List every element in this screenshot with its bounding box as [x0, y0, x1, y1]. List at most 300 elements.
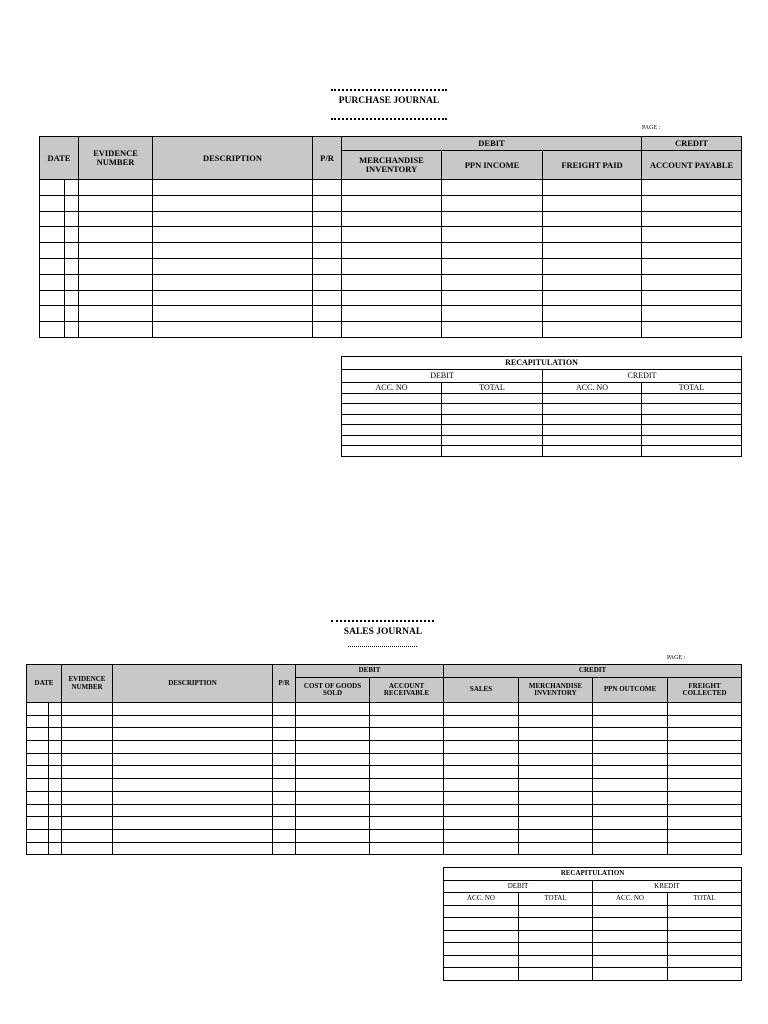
table-cell[interactable] — [27, 715, 49, 728]
table-cell[interactable] — [62, 779, 113, 792]
table-cell[interactable] — [40, 195, 65, 211]
table-cell[interactable] — [62, 703, 113, 716]
table-cell[interactable] — [113, 791, 273, 804]
table-cell[interactable] — [40, 227, 65, 243]
table-cell[interactable] — [342, 446, 442, 457]
table-cell[interactable] — [543, 258, 642, 274]
table-row — [27, 804, 742, 817]
table-cell[interactable] — [62, 715, 113, 728]
table-cell[interactable] — [370, 804, 444, 817]
table-cell[interactable] — [342, 393, 442, 404]
table-cell[interactable] — [668, 779, 742, 792]
table-cell[interactable] — [342, 243, 442, 259]
table-cell[interactable] — [519, 905, 593, 918]
table-cell[interactable] — [296, 842, 370, 855]
table-cell[interactable] — [62, 842, 113, 855]
table-cell[interactable] — [273, 791, 296, 804]
table-cell[interactable] — [642, 446, 742, 457]
table-cell[interactable] — [113, 817, 273, 830]
table-cell[interactable] — [27, 741, 49, 754]
table-cell[interactable] — [49, 817, 62, 830]
table-cell[interactable] — [519, 728, 593, 741]
table-cell[interactable] — [62, 804, 113, 817]
table-cell[interactable] — [313, 195, 342, 211]
table-cell[interactable] — [370, 817, 444, 830]
table-cell[interactable] — [519, 955, 593, 968]
table-cell[interactable] — [668, 968, 742, 981]
table-cell[interactable] — [543, 243, 642, 259]
table-cell[interactable] — [153, 195, 313, 211]
table-cell[interactable] — [442, 425, 543, 436]
table-cell[interactable] — [519, 943, 593, 956]
table-cell[interactable] — [642, 404, 742, 415]
table-cell[interactable] — [370, 728, 444, 741]
table-cell[interactable] — [444, 930, 519, 943]
table-cell[interactable] — [593, 918, 668, 931]
table-cell[interactable] — [668, 766, 742, 779]
table-cell[interactable] — [113, 728, 273, 741]
table-cell[interactable] — [370, 753, 444, 766]
table-cell[interactable] — [49, 779, 62, 792]
table-cell[interactable] — [65, 322, 79, 338]
table-cell[interactable] — [273, 766, 296, 779]
table-cell[interactable] — [519, 817, 593, 830]
table-cell[interactable] — [113, 703, 273, 716]
table-row — [40, 180, 742, 196]
table-cell[interactable] — [642, 393, 742, 404]
table-cell[interactable] — [444, 817, 519, 830]
table-cell[interactable] — [313, 290, 342, 306]
table-cell[interactable] — [273, 779, 296, 792]
table-cell[interactable] — [642, 258, 742, 274]
table-cell[interactable] — [313, 306, 342, 322]
table-cell[interactable] — [49, 753, 62, 766]
table-cell[interactable] — [442, 195, 543, 211]
table-cell[interactable] — [113, 804, 273, 817]
table-cell[interactable] — [342, 290, 442, 306]
table-cell[interactable] — [593, 842, 668, 855]
table-cell[interactable] — [642, 180, 742, 196]
table-cell[interactable] — [27, 779, 49, 792]
sales-journal-table — [26, 664, 742, 855]
table-cell[interactable] — [519, 703, 593, 716]
table-cell[interactable] — [296, 753, 370, 766]
table-cell[interactable] — [273, 842, 296, 855]
table-cell[interactable] — [442, 393, 543, 404]
table-cell[interactable] — [79, 258, 153, 274]
table-row — [342, 435, 742, 446]
table-cell[interactable] — [444, 741, 519, 754]
table-cell[interactable] — [442, 446, 543, 457]
table-cell[interactable] — [296, 715, 370, 728]
table-cell[interactable] — [27, 804, 49, 817]
table-cell[interactable] — [370, 842, 444, 855]
table-cell[interactable] — [342, 322, 442, 338]
table-row — [27, 829, 742, 842]
header-merchandise-inventory: MERCHANDISE INVENTORY — [519, 678, 593, 703]
table-cell[interactable] — [543, 227, 642, 243]
table-cell[interactable] — [273, 741, 296, 754]
table-cell[interactable] — [519, 842, 593, 855]
table-row — [27, 703, 742, 716]
table-cell[interactable] — [49, 715, 62, 728]
title-dots-top — [331, 89, 447, 91]
table-cell[interactable] — [79, 180, 153, 196]
table-cell[interactable] — [153, 243, 313, 259]
table-cell[interactable] — [668, 753, 742, 766]
table-cell[interactable] — [519, 968, 593, 981]
table-row — [342, 414, 742, 425]
table-cell[interactable] — [442, 414, 543, 425]
table-cell[interactable] — [49, 829, 62, 842]
table-cell[interactable] — [442, 404, 543, 415]
recap-title: RECAPITULATION — [342, 357, 742, 370]
table-cell[interactable] — [370, 829, 444, 842]
table-cell[interactable] — [79, 306, 153, 322]
table-cell[interactable] — [27, 753, 49, 766]
table-cell[interactable] — [49, 741, 62, 754]
table-cell[interactable] — [113, 779, 273, 792]
table-cell[interactable] — [519, 753, 593, 766]
table-cell[interactable] — [543, 290, 642, 306]
table-cell[interactable] — [543, 446, 642, 457]
table-cell[interactable] — [593, 753, 668, 766]
table-cell[interactable] — [65, 227, 79, 243]
table-cell[interactable] — [62, 741, 113, 754]
table-cell[interactable] — [113, 766, 273, 779]
table-cell[interactable] — [642, 274, 742, 290]
table-cell[interactable] — [444, 703, 519, 716]
table-cell[interactable] — [593, 741, 668, 754]
table-cell[interactable] — [593, 728, 668, 741]
table-cell[interactable] — [668, 918, 742, 931]
table-cell[interactable] — [642, 243, 742, 259]
table-cell[interactable] — [668, 741, 742, 754]
table-cell[interactable] — [519, 930, 593, 943]
table-cell[interactable] — [593, 703, 668, 716]
table-cell[interactable] — [543, 274, 642, 290]
table-cell[interactable] — [342, 425, 442, 436]
table-cell[interactable] — [49, 766, 62, 779]
table-cell[interactable] — [27, 766, 49, 779]
table-cell[interactable] — [79, 211, 153, 227]
table-cell[interactable] — [442, 258, 543, 274]
table-cell[interactable] — [49, 842, 62, 855]
table-cell[interactable] — [273, 728, 296, 741]
table-cell[interactable] — [296, 728, 370, 741]
table-cell[interactable] — [668, 943, 742, 956]
table-cell[interactable] — [370, 779, 444, 792]
table-cell[interactable] — [49, 791, 62, 804]
table-cell[interactable] — [593, 715, 668, 728]
recap-debit: DEBIT — [444, 880, 593, 893]
table-cell[interactable] — [442, 227, 543, 243]
table-cell[interactable] — [62, 817, 113, 830]
table-cell[interactable] — [273, 804, 296, 817]
table-cell[interactable] — [342, 195, 442, 211]
header-sales: SALES — [444, 678, 519, 703]
table-cell[interactable] — [79, 195, 153, 211]
table-cell[interactable] — [668, 715, 742, 728]
table-cell[interactable] — [153, 306, 313, 322]
table-cell[interactable] — [668, 930, 742, 943]
table-row — [40, 274, 742, 290]
table-cell[interactable] — [543, 425, 642, 436]
table-cell[interactable] — [342, 274, 442, 290]
table-cell[interactable] — [49, 703, 62, 716]
table-cell[interactable] — [642, 211, 742, 227]
table-cell[interactable] — [153, 180, 313, 196]
table-cell[interactable] — [442, 322, 543, 338]
table-cell[interactable] — [79, 322, 153, 338]
table-cell[interactable] — [370, 715, 444, 728]
table-cell[interactable] — [65, 180, 79, 196]
table-cell[interactable] — [342, 414, 442, 425]
table-cell[interactable] — [444, 715, 519, 728]
table-cell[interactable] — [668, 728, 742, 741]
table-cell[interactable] — [519, 766, 593, 779]
table-cell[interactable] — [642, 322, 742, 338]
table-cell[interactable] — [342, 258, 442, 274]
table-cell[interactable] — [370, 703, 444, 716]
recap-credit-total: TOTAL — [668, 893, 742, 906]
table-cell[interactable] — [342, 211, 442, 227]
table-cell[interactable] — [642, 195, 742, 211]
table-cell[interactable] — [313, 243, 342, 259]
table-cell[interactable] — [519, 829, 593, 842]
table-cell[interactable] — [370, 741, 444, 754]
table-cell[interactable] — [668, 703, 742, 716]
page-label: PAGE : — [642, 125, 661, 131]
table-cell[interactable] — [313, 274, 342, 290]
table-cell[interactable] — [444, 728, 519, 741]
table-cell[interactable] — [79, 274, 153, 290]
table-cell[interactable] — [313, 322, 342, 338]
table-cell[interactable] — [313, 227, 342, 243]
table-cell[interactable] — [296, 703, 370, 716]
table-cell[interactable] — [296, 804, 370, 817]
table-cell[interactable] — [153, 274, 313, 290]
table-cell[interactable] — [668, 817, 742, 830]
table-cell[interactable] — [519, 715, 593, 728]
table-cell[interactable] — [442, 435, 543, 446]
table-cell[interactable] — [153, 290, 313, 306]
table-cell[interactable] — [113, 842, 273, 855]
table-cell[interactable] — [593, 829, 668, 842]
table-cell[interactable] — [27, 728, 49, 741]
table-cell[interactable] — [27, 703, 49, 716]
header-debit: DEBIT — [342, 137, 642, 151]
table-cell[interactable] — [296, 766, 370, 779]
table-cell[interactable] — [49, 728, 62, 741]
table-cell[interactable] — [27, 791, 49, 804]
table-cell[interactable] — [62, 753, 113, 766]
table-cell[interactable] — [444, 791, 519, 804]
table-row — [27, 766, 742, 779]
table-cell[interactable] — [442, 290, 543, 306]
table-cell[interactable] — [153, 258, 313, 274]
table-cell[interactable] — [642, 306, 742, 322]
table-cell[interactable] — [444, 905, 519, 918]
table-cell[interactable] — [668, 955, 742, 968]
table-cell[interactable] — [444, 779, 519, 792]
table-row — [27, 779, 742, 792]
table-cell[interactable] — [593, 766, 668, 779]
purchase-journal-table — [39, 136, 742, 338]
table-cell[interactable] — [444, 968, 519, 981]
table-cell[interactable] — [519, 791, 593, 804]
table-cell[interactable] — [40, 211, 65, 227]
table-cell[interactable] — [296, 779, 370, 792]
table-cell[interactable] — [543, 195, 642, 211]
table-cell[interactable] — [593, 817, 668, 830]
table-cell[interactable] — [642, 227, 742, 243]
table-row — [27, 728, 742, 741]
table-cell[interactable] — [593, 779, 668, 792]
table-cell[interactable] — [273, 703, 296, 716]
table-cell[interactable] — [593, 804, 668, 817]
table-cell[interactable] — [543, 180, 642, 196]
table-cell[interactable] — [668, 905, 742, 918]
table-cell[interactable] — [543, 414, 642, 425]
table-cell[interactable] — [113, 741, 273, 754]
table-cell[interactable] — [40, 180, 65, 196]
table-cell[interactable] — [40, 290, 65, 306]
table-cell[interactable] — [593, 943, 668, 956]
table-cell[interactable] — [444, 943, 519, 956]
table-cell[interactable] — [543, 306, 642, 322]
table-cell[interactable] — [65, 195, 79, 211]
header-date: DATE — [40, 137, 79, 180]
table-cell[interactable] — [40, 243, 65, 259]
header-date: DATE — [27, 665, 62, 703]
table-cell[interactable] — [442, 243, 543, 259]
table-cell[interactable] — [153, 227, 313, 243]
table-cell[interactable] — [65, 274, 79, 290]
table-cell[interactable] — [342, 306, 442, 322]
table-cell[interactable] — [519, 779, 593, 792]
table-cell[interactable] — [642, 435, 742, 446]
table-cell[interactable] — [313, 180, 342, 196]
table-cell[interactable] — [62, 766, 113, 779]
table-cell[interactable] — [153, 322, 313, 338]
table-cell[interactable] — [62, 791, 113, 804]
table-cell[interactable] — [593, 905, 668, 918]
table-cell[interactable] — [543, 322, 642, 338]
table-cell[interactable] — [543, 404, 642, 415]
table-cell[interactable] — [370, 766, 444, 779]
table-cell[interactable] — [370, 791, 444, 804]
table-cell[interactable] — [65, 243, 79, 259]
table-cell[interactable] — [342, 180, 442, 196]
header-credit: CREDIT — [444, 665, 742, 678]
table-cell[interactable] — [313, 258, 342, 274]
table-cell[interactable] — [65, 258, 79, 274]
table-cell[interactable] — [296, 829, 370, 842]
table-cell[interactable] — [543, 393, 642, 404]
recap-debit-acc-no: ACC. NO — [444, 893, 519, 906]
table-cell[interactable] — [444, 753, 519, 766]
table-cell[interactable] — [27, 842, 49, 855]
table-cell[interactable] — [668, 791, 742, 804]
table-cell[interactable] — [342, 404, 442, 415]
table-cell[interactable] — [49, 804, 62, 817]
table-cell[interactable] — [65, 290, 79, 306]
table-cell[interactable] — [642, 414, 742, 425]
recap-credit: CREDIT — [543, 370, 742, 383]
table-cell[interactable] — [593, 968, 668, 981]
table-cell[interactable] — [273, 829, 296, 842]
table-cell[interactable] — [113, 715, 273, 728]
recap-credit-total: TOTAL — [642, 383, 742, 394]
table-cell[interactable] — [79, 227, 153, 243]
table-cell[interactable] — [444, 842, 519, 855]
recap-credit-acc-no: ACC. NO — [543, 383, 642, 394]
table-cell[interactable] — [27, 829, 49, 842]
table-cell[interactable] — [444, 804, 519, 817]
table-row — [27, 753, 742, 766]
table-cell[interactable] — [296, 817, 370, 830]
table-cell[interactable] — [543, 211, 642, 227]
table-cell[interactable] — [668, 842, 742, 855]
table-cell[interactable] — [593, 930, 668, 943]
table-cell[interactable] — [296, 791, 370, 804]
table-cell[interactable] — [62, 829, 113, 842]
table-cell[interactable] — [444, 955, 519, 968]
table-cell[interactable] — [442, 274, 543, 290]
table-cell[interactable] — [296, 741, 370, 754]
table-cell[interactable] — [642, 425, 742, 436]
table-cell[interactable] — [519, 918, 593, 931]
table-cell[interactable] — [342, 227, 442, 243]
table-row — [444, 918, 742, 931]
table-cell[interactable] — [79, 243, 153, 259]
table-cell[interactable] — [40, 322, 65, 338]
table-cell[interactable] — [113, 753, 273, 766]
table-cell[interactable] — [153, 211, 313, 227]
table-cell[interactable] — [442, 180, 543, 196]
table-cell[interactable] — [273, 715, 296, 728]
table-cell[interactable] — [442, 306, 543, 322]
table-cell[interactable] — [444, 918, 519, 931]
table-cell[interactable] — [79, 290, 153, 306]
table-cell[interactable] — [593, 955, 668, 968]
table-cell[interactable] — [442, 211, 543, 227]
table-cell[interactable] — [65, 306, 79, 322]
table-cell[interactable] — [642, 290, 742, 306]
table-cell[interactable] — [342, 435, 442, 446]
table-cell[interactable] — [40, 274, 65, 290]
table-cell[interactable] — [668, 829, 742, 842]
table-cell[interactable] — [519, 741, 593, 754]
table-cell[interactable] — [113, 829, 273, 842]
table-cell[interactable] — [273, 817, 296, 830]
table-cell[interactable] — [40, 306, 65, 322]
table-cell[interactable] — [668, 804, 742, 817]
table-row — [444, 968, 742, 981]
table-cell[interactable] — [313, 211, 342, 227]
table-cell[interactable] — [65, 211, 79, 227]
table-cell[interactable] — [40, 258, 65, 274]
table-cell[interactable] — [62, 728, 113, 741]
table-cell[interactable] — [519, 804, 593, 817]
table-cell[interactable] — [543, 435, 642, 446]
table-cell[interactable] — [273, 753, 296, 766]
table-cell[interactable] — [593, 791, 668, 804]
table-cell[interactable] — [444, 829, 519, 842]
table-cell[interactable] — [444, 766, 519, 779]
table-cell[interactable] — [27, 817, 49, 830]
